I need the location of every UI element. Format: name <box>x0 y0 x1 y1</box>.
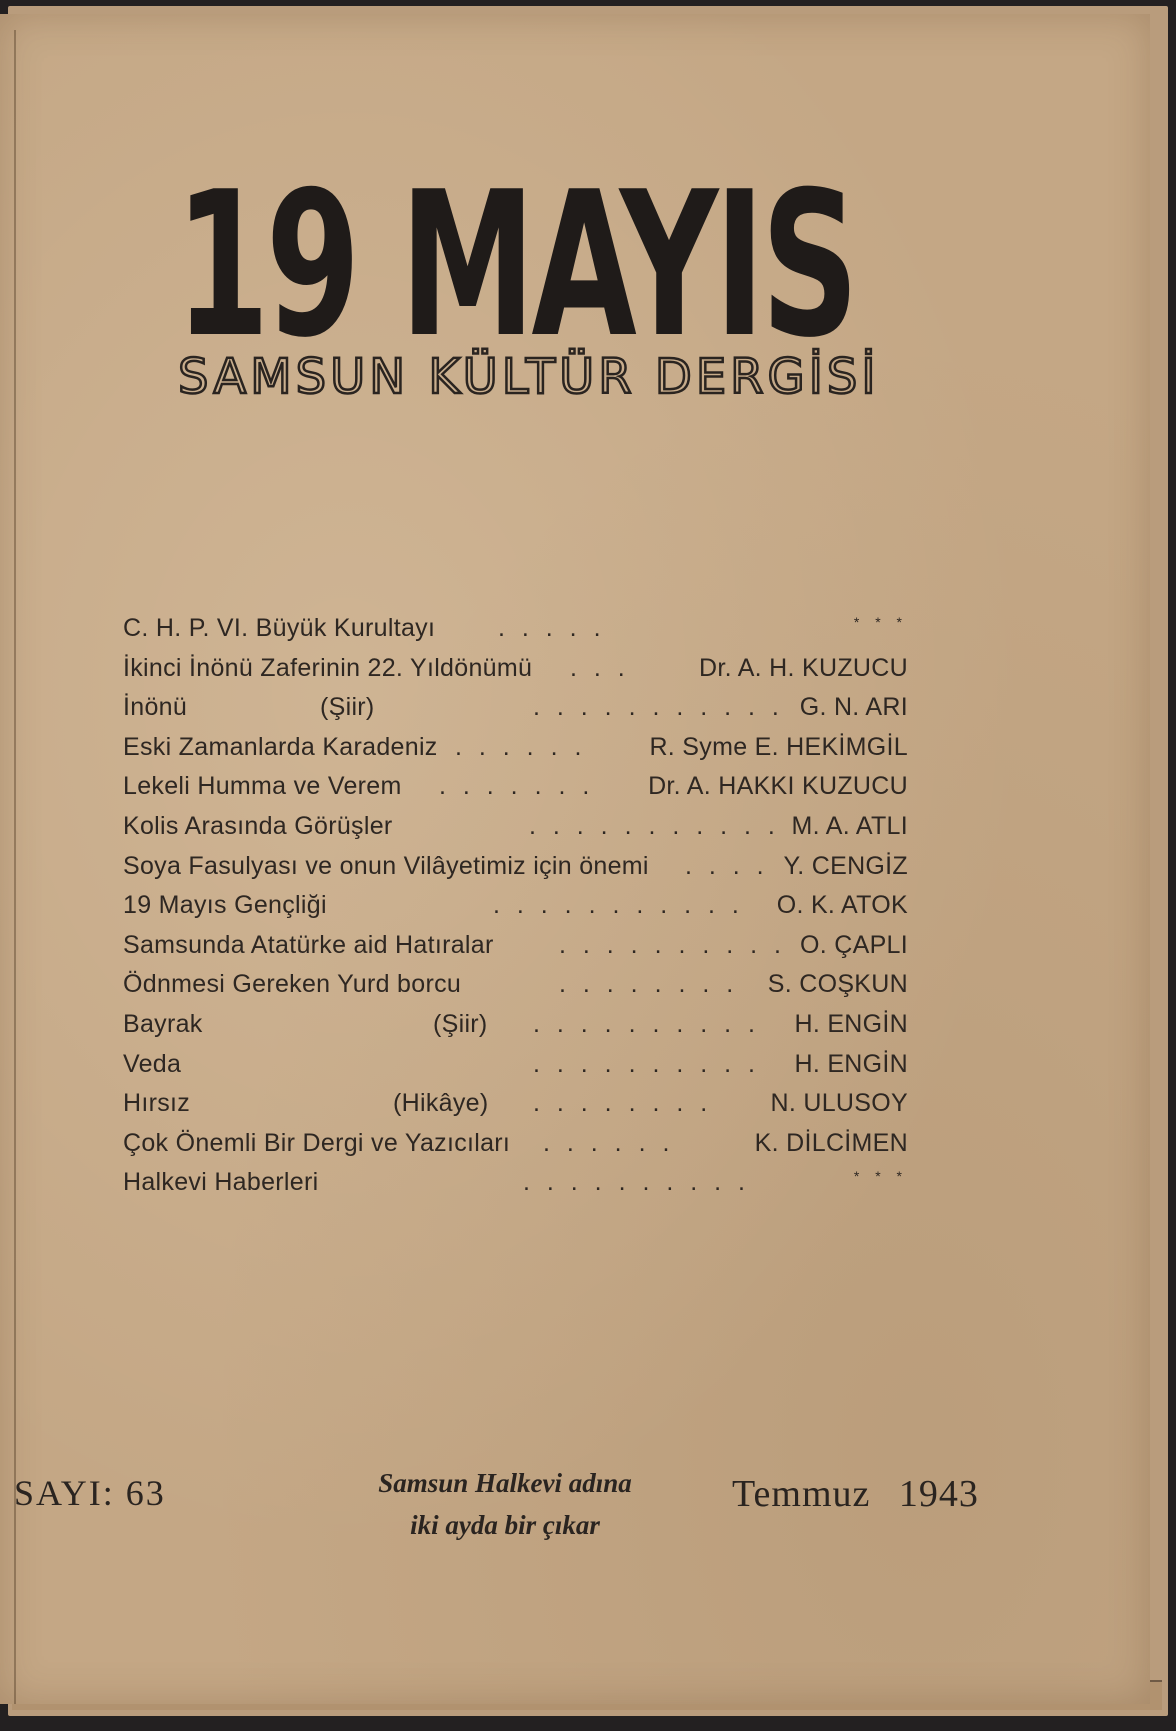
toc-entry-title: C. H. P. VI. Büyük Kurultayı <box>123 614 436 642</box>
toc-entry-title: Çok Önemli Bir Dergi ve Yazıcıları <box>123 1128 511 1157</box>
toc-entry-author: Dr. A. HAKKI KUZUCU <box>648 772 908 801</box>
toc-entry-leader: . . . . . . . . . . . <box>493 891 744 920</box>
toc-entry-author: O. K. ATOK <box>776 891 908 920</box>
toc-entry-note: (Şiir) <box>433 1009 488 1038</box>
binding-rule <box>14 30 16 1704</box>
magazine-cover <box>0 14 1150 1704</box>
masthead-subtitle: SAMSUN KÜLTÜR DERGİSİ <box>178 349 880 405</box>
toc-entry-note: (Şiir) <box>320 693 375 722</box>
toc-entry-title: Soya Fasulyası ve onun Vilâyetimiz için önemi <box>123 851 649 880</box>
publisher-note-line-2: iki ayda bir çıkar <box>410 1510 600 1540</box>
toc-entry-author: G. N. ARI <box>799 693 908 722</box>
toc-entry-leader: . . . . . <box>498 614 606 642</box>
toc-entry-leader: . . . . . . . . . . . <box>529 811 780 840</box>
toc-entry-author: H. ENGİN <box>794 1009 908 1038</box>
toc-entry-leader: . . . . . . . . . . <box>533 1009 760 1038</box>
toc-entry-author: R. Syme E. HEKİMGİL <box>649 732 908 761</box>
toc-entry-title: Hırsız <box>123 1089 191 1118</box>
toc-entry <box>123 1050 908 1090</box>
toc-entry <box>123 812 908 852</box>
toc-entry <box>123 852 908 892</box>
toc-entry <box>123 1010 908 1050</box>
toc-entry-leader: . . . . . . <box>455 732 587 761</box>
toc-entry-title: Samsunda Atatürke aid Hatıralar <box>123 930 494 959</box>
toc-entry-leader: . . . . . . <box>543 1128 675 1157</box>
toc-entry-title: İkinci İnönü Zaferinin 22. Yıldönümü <box>123 653 533 682</box>
masthead-logo <box>175 172 865 352</box>
masthead-title: 19 MAYIS <box>175 172 855 352</box>
toc-entry-author: * * * <box>853 614 908 630</box>
toc-entry-leader: . . . . <box>685 851 769 880</box>
toc-entry <box>123 1168 908 1208</box>
toc-entry-author: O. ÇAPLI <box>800 930 908 959</box>
toc-entry-title: Halkevi Haberleri <box>123 1168 319 1197</box>
toc-entry-leader: . . . . . . . . . . . <box>533 693 784 722</box>
toc-entry <box>123 733 908 773</box>
toc-entry-note: (Hikâye) <box>393 1089 489 1118</box>
toc-entry-leader: . . . . . . . . . . <box>559 930 786 959</box>
toc-entry-leader: . . . . . . . . . . <box>533 1049 760 1078</box>
toc-entry-author: Dr. A. H. KUZUCU <box>699 653 908 682</box>
toc-entry-leader: . . . <box>570 653 630 682</box>
toc-entry <box>123 654 908 694</box>
toc-entry-leader: . . . . . . . <box>439 772 595 801</box>
toc-entry-author: S. COŞKUN <box>767 970 908 999</box>
toc-entry-title: Veda <box>123 1049 182 1078</box>
publisher-note-line-1: Samsun Halkevi adına <box>378 1468 632 1498</box>
toc-entry-title: Ödnmesi Gereken Yurd borcu <box>123 970 462 999</box>
toc-entry-title: 19 Mayıs Gençliği <box>123 891 327 920</box>
toc-entry-author: Y. CENGİZ <box>783 851 908 880</box>
publisher-note <box>330 1462 680 1546</box>
toc-entry-leader: . . . . . . . . <box>559 970 739 999</box>
issue-date: Temmuz 1943 <box>732 1473 979 1515</box>
toc-entry-title: Kolis Arasında Görüşler <box>123 811 393 840</box>
toc-entry <box>123 970 908 1010</box>
toc-entry-author: * * * <box>853 1168 908 1185</box>
toc-entry-author: H. ENGİN <box>794 1049 908 1078</box>
toc-entry-author: N. ULUSOY <box>770 1089 908 1118</box>
toc-entry-title: Bayrak <box>123 1009 203 1038</box>
toc-entry-title: İnönü <box>123 693 188 722</box>
toc-entry-leader: . . . . . . . . <box>533 1089 713 1118</box>
toc-entry <box>123 1129 908 1169</box>
issue-number: SAYI: 63 <box>14 1473 166 1513</box>
toc-entry <box>123 891 908 931</box>
toc-entry <box>123 693 908 733</box>
toc-entry <box>123 614 908 654</box>
masthead-logo-art <box>175 172 865 352</box>
toc-entry-title: Lekeli Humma ve Verem <box>123 772 402 801</box>
toc-entry <box>123 772 908 812</box>
toc-entry-leader: . . . . . . . . . . <box>523 1168 750 1197</box>
toc-entry <box>123 931 908 971</box>
toc-entry <box>123 1089 908 1129</box>
toc-entry-author: M. A. ATLI <box>791 811 908 840</box>
table-of-contents <box>123 614 908 1208</box>
toc-entry-author: K. DİLCİMEN <box>754 1128 908 1157</box>
toc-entry-title: Eski Zamanlarda Karadeniz <box>123 732 438 761</box>
